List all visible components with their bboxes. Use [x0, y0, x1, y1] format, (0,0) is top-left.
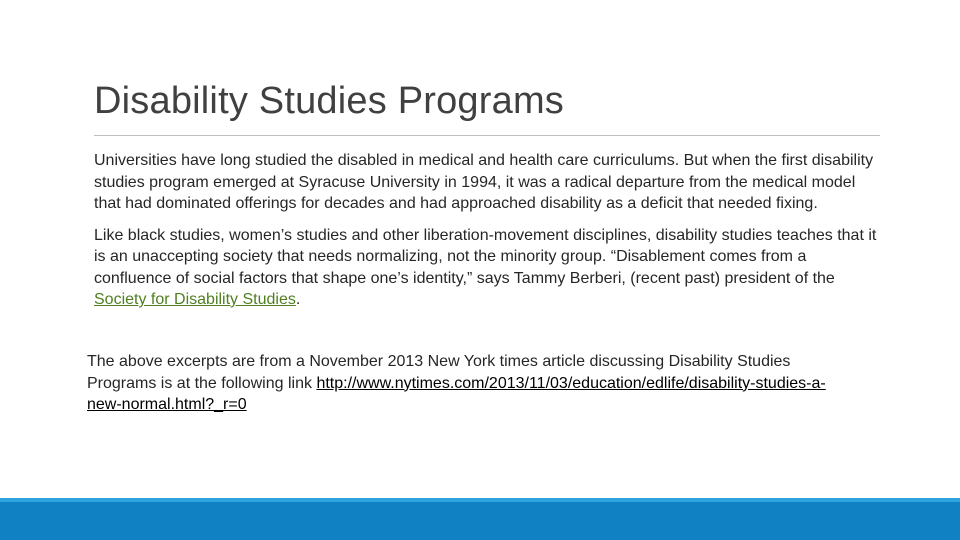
title-divider: [94, 135, 880, 136]
source-note-text: The above excerpts are from a November 2013 New York times article discussing Disability Studies Programs is at the following link: [87, 353, 791, 392]
paragraph-medical-model-text: Universities have long studied the disabled in medical and health care curriculums. But when the first disability studies program emerged at Syracuse University in 1994, it was a radical departure from the medical model that had dominated offerings for decades and had approached disability as a deficit that needed fixing.: [94, 152, 874, 212]
slide-body: [94, 150, 884, 321]
paragraph-medical-model: [94, 150, 884, 215]
paragraph-liberation-text: Like black studies, women’s studies and other liberation-movement disciplines, disability studies teaches that it is an unaccepting society that needs normalizing, not the minority group. “Disablement comes from a confluence of social factors that shape one’s identity,” says Tammy Berberi, (recent past) president of the: [94, 226, 877, 287]
nytimes-article-link[interactable]: http://www.nytimes.com/2013/11/03/education/edlife/disability-studies-a-new-normal.html?_r=0: [87, 374, 826, 413]
paragraph-liberation-end: .: [295, 291, 301, 308]
source-note: [87, 351, 847, 416]
society-for-disability-studies-link[interactable]: Society for Disability Studies: [94, 291, 296, 308]
paragraph-liberation-movement: [94, 225, 884, 311]
footer-bar-highlight: [0, 498, 960, 502]
slide-title: Disability Studies Programs: [94, 80, 565, 122]
footer-bar: [0, 498, 960, 540]
